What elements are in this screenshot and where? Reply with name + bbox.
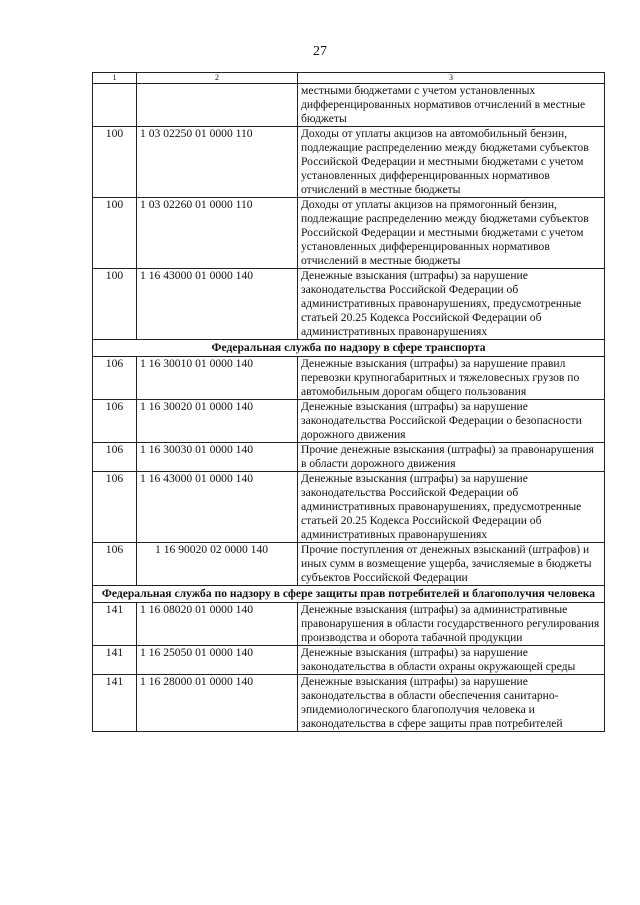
section-header-row <box>93 586 605 603</box>
revenue-description-cell: Денежные взыскания (штрафы) за нарушение законодательства Российской Федерации о безопасности дорожного движения <box>298 400 605 443</box>
revenue-code-cell: 1 16 30020 01 0000 140 <box>137 400 298 443</box>
revenue-code-cell: 1 03 02250 01 0000 110 <box>137 127 298 198</box>
revenue-description-cell: местными бюджетами с учетом установленных дифференцированных нормативов отчислений в местные бюджеты <box>298 84 605 127</box>
admin-code-cell: 100 <box>93 269 137 340</box>
revenue-code-cell <box>137 84 298 127</box>
revenue-code-cell: 1 16 43000 01 0000 140 <box>137 472 298 543</box>
column-number-3: 3 <box>298 73 605 84</box>
table-row <box>93 400 605 443</box>
table-body <box>93 73 605 732</box>
column-number-row <box>93 73 605 84</box>
revenue-description-cell: Денежные взыскания (штрафы) за нарушение законодательства Российской Федерации об административных правонарушениях, предусмотренные статьей 20.25 Кодекса Российской Федерации об административных правонарушениях <box>298 472 605 543</box>
revenue-code-cell: 1 16 30010 01 0000 140 <box>137 357 298 400</box>
table-row <box>93 84 605 127</box>
revenue-code-cell: 1 16 25050 01 0000 140 <box>137 646 298 675</box>
revenue-code-cell: 1 16 43000 01 0000 140 <box>137 269 298 340</box>
admin-code-cell <box>93 84 137 127</box>
column-number-1: 1 <box>93 73 137 84</box>
section-header-row <box>93 340 605 357</box>
column-number-2: 2 <box>137 73 298 84</box>
revenue-code-cell: 1 16 28000 01 0000 140 <box>137 675 298 732</box>
table-row <box>93 675 605 732</box>
revenue-code-cell: 1 16 90020 02 0000 140 <box>137 543 298 586</box>
table-row <box>93 472 605 543</box>
section-title: Федеральная служба по надзору в сфере защиты прав потребителей и благополучия человека <box>93 586 605 603</box>
revenue-description-cell: Денежные взыскания (штрафы) за нарушение законодательства в области обеспечения санитарно-эпидемиологического благополучия человека и законодательства в сфере защиты прав потребителей <box>298 675 605 732</box>
admin-code-cell: 106 <box>93 443 137 472</box>
table-row <box>93 357 605 400</box>
budget-revenue-table <box>92 72 605 732</box>
admin-code-cell: 106 <box>93 357 137 400</box>
admin-code-cell: 100 <box>93 198 137 269</box>
table-row <box>93 198 605 269</box>
table-row <box>93 603 605 646</box>
revenue-description-cell: Доходы от уплаты акцизов на автомобильный бензин, подлежащие распределению между бюджетами субъектов Российской Федерации и местными бюджетами с учетом установленных дифференцированных нормативов отчислений в местные бюджеты <box>298 127 605 198</box>
table-row <box>93 443 605 472</box>
section-title: Федеральная служба по надзору в сфере транспорта <box>93 340 605 357</box>
table-row <box>93 543 605 586</box>
admin-code-cell: 100 <box>93 127 137 198</box>
revenue-code-cell: 1 16 30030 01 0000 140 <box>137 443 298 472</box>
table-row <box>93 269 605 340</box>
admin-code-cell: 106 <box>93 400 137 443</box>
admin-code-cell: 106 <box>93 472 137 543</box>
revenue-code-cell: 1 03 02260 01 0000 110 <box>137 198 298 269</box>
admin-code-cell: 141 <box>93 603 137 646</box>
revenue-description-cell: Прочие денежные взыскания (штрафы) за правонарушения в области дорожного движения <box>298 443 605 472</box>
revenue-description-cell: Денежные взыскания (штрафы) за нарушение законодательства в области охраны окружающей среды <box>298 646 605 675</box>
admin-code-cell: 106 <box>93 543 137 586</box>
revenue-description-cell: Доходы от уплаты акцизов на прямогонный бензин, подлежащие распределению между бюджетами субъектов Российской Федерации и местными бюджетами с учетом установленных дифференцированных нормативов отчислений в местные бюджеты <box>298 198 605 269</box>
admin-code-cell: 141 <box>93 675 137 732</box>
table-row <box>93 646 605 675</box>
admin-code-cell: 141 <box>93 646 137 675</box>
revenue-code-cell: 1 16 08020 01 0000 140 <box>137 603 298 646</box>
revenue-description-cell: Прочие поступления от денежных взысканий (штрафов) и иных сумм в возмещение ущерба, зачисляемые в бюджеты субъектов Российской Федерации <box>298 543 605 586</box>
revenue-description-cell: Денежные взыскания (штрафы) за нарушение правил перевозки крупногабаритных и тяжеловесных грузов по автомобильным дорогам общего пользования <box>298 357 605 400</box>
revenue-description-cell: Денежные взыскания (штрафы) за нарушение законодательства Российской Федерации об административных правонарушениях, предусмотренные статьей 20.25 Кодекса Российской Федерации об административных правонарушениях <box>298 269 605 340</box>
page-number: 27 <box>313 44 327 59</box>
table-row <box>93 127 605 198</box>
revenue-description-cell: Денежные взыскания (штрафы) за административные правонарушения в области государственного регулирования производства и оборота табачной продукции <box>298 603 605 646</box>
